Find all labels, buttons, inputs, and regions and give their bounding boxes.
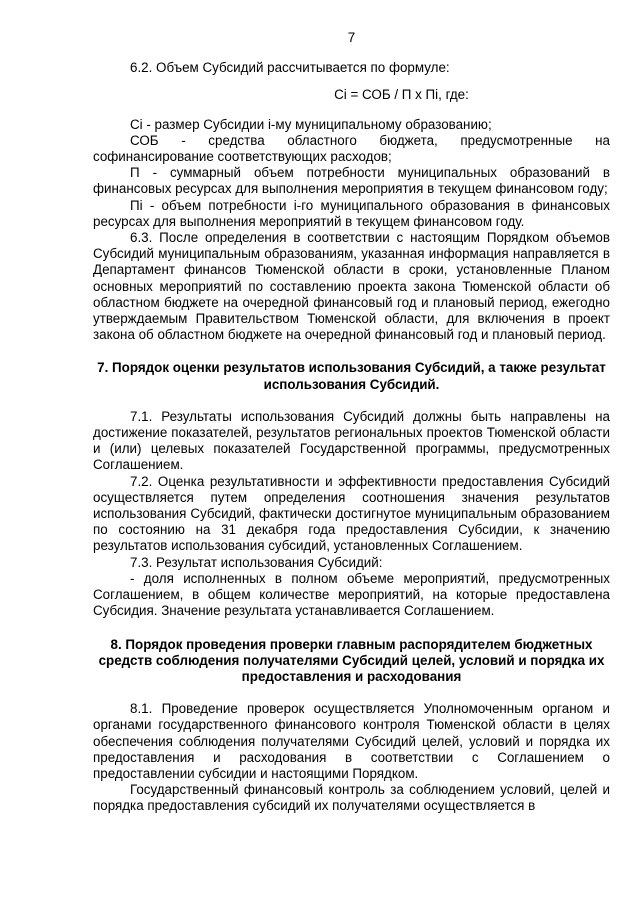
section-8-heading: 8. Порядок проведения проверки главным распорядителем бюджетных средств соблюдения получателями Субсидий целей, условий и порядка их предоставления и расходования xyxy=(98,636,605,684)
paragraph-6-2: 6.2. Объем Субсидий рассчитывается по формуле: xyxy=(130,60,450,76)
paragraph-p-definition: П - суммарный объем потребности муниципальных образований в финансовых ресурсах для выполнения мероприятия в текущем финансовом году; xyxy=(93,165,610,197)
paragraph-sob-definition: СОБ - средства областного бюджета, предусмотренные на софинансирование соответствующих расходов; xyxy=(93,132,610,165)
paragraph-8-1: 8.1. Проведение проверок осуществляется Уполномоченным органом и органами государственного финансового контроля Тюменской области в целях обеспечения соблюдения получателями Субсидий целей, условий и порядка их предоставления и расходования в соответствии с Соглашением о предоставлении субсидии и настоящими Порядком. xyxy=(93,701,610,781)
paragraph-7-3: 7.3. Результат использования Субсидий: xyxy=(130,554,383,570)
paragraph-7-1: 7.1. Результаты использования Субсидий должны быть направлены на достижение показателей, результатов региональных проектов Тюменской области и (или) целевых показателей Государственной программы, предусмотренных Соглашением. xyxy=(93,408,610,473)
paragraph-7-3-item: - доля исполненных в полном объеме мероприятий, предусмотренных Соглашением, в общем количестве мероприятий, на которые предоставлена Субсидия. Значение результата устанавливается Соглашением. xyxy=(93,570,610,619)
paragraph-pi-definition: Пi - объем потребности i-го муниципального образования в финансовых ресурсах для выполнения мероприятий в текущем финансовом году. xyxy=(93,197,610,229)
subsidy-formula: Ci = СОБ / П х Пi, где: xyxy=(334,87,469,103)
paragraph-6-3: 6.3. После определения в соответствии с настоящим Порядком объемов Субсидий муниципальным образованиям, указанная информация направляется в Департамент финансов Тюменской области в сроки, установленные Планом основных мероприятий по составлению проекта закона Тюменской области об областном бюджете на очередной финансовый год и плановый период, ежегодно утверждаемым Правительством Тюменской области, для включения в проект закона об областном бюджете на очередной финансовый год и плановый период. xyxy=(93,230,610,343)
paragraph-7-2: 7.2. Оценка результативности и эффективности предоставления Субсидий осуществляется путем определения соотношения значения результатов использования Субсидий, фактически достигнутое муниципальным образованием по состоянию на 31 декабря года предоставления Субсидии, к значению результатов использования субсидий, установленных Соглашением. xyxy=(93,473,610,554)
section-7-heading: 7. Порядок оценки результатов использования Субсидий, а также результат использования Субсидий. xyxy=(97,360,606,392)
paragraph-state-control: Государственный финансовый контроль за соблюдением условий, целей и порядка предоставления субсидий их получателями осуществляется в xyxy=(93,782,610,814)
paragraph-ci-definition: Ci - размер Субсидии i-му муниципальному образованию; xyxy=(130,116,492,132)
document-page xyxy=(93,30,610,815)
page-number: 7 xyxy=(347,30,356,45)
